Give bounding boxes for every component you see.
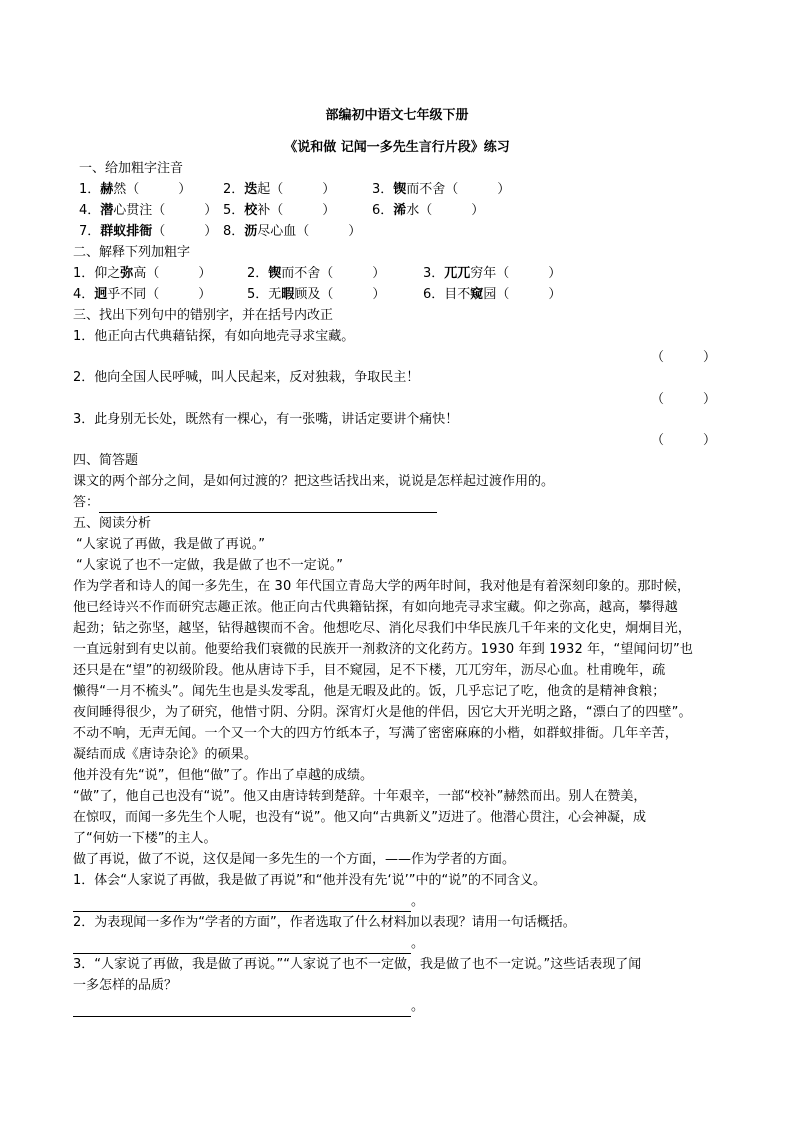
bold-word: 锲 [268,266,282,281]
item-number: 5． [223,203,245,218]
lesson-title: 《说和做 记闻一多先生言行片段》练习 [284,140,510,155]
item-number: 7． [79,224,101,239]
bold-word: 校 [244,203,258,218]
question-2: 2．为表现闻一多作为“学者的方面”，作者选取了什么材料加以表现？请用一句话概括。 [73,915,576,930]
question-1: 1．体会“人家说了再做，我是做了再说”和“他并没有先‘说’”中的“说”的不同含义。 [73,873,546,888]
paragraph-4: 做了再说，做了不说，这仅是闻一多先生的一个方面，——作为学者的方面。 [73,852,516,867]
section-3-heading: 三、找出下列句中的错别字，并在括号内改正 [73,308,334,323]
quote-1: “人家说了再做，我是做了再说。” [76,537,265,552]
answer-blank-3[interactable] [73,1002,411,1017]
definition-item [423,285,561,305]
paragraph-1-line: 凝结而成《唐诗杂论》的硕果。 [73,747,258,762]
phonetic-item [372,201,484,221]
item-number: 8． [223,224,245,239]
item-rest[interactable]: 心贯注（ ） [113,203,218,218]
period: 。 [411,936,425,951]
question-3-line-2: 一多怎样的品质？ [73,978,178,993]
correction-blank-3[interactable]: （ ） [651,433,717,448]
paragraph-1-line: 懒得“一月不梳头”。闻先生也是头发零乱，他是无暇及此的。饭，几乎忘记了吃，他贪的是精神食粮； [73,684,666,699]
section-2-heading: 二、解释下列加粗字 [73,245,191,260]
item-number: 3． [423,266,445,281]
error-sentence-1: 1．他正向古代典藉钻探，有如向地壳寻求宝藏。 [73,329,355,344]
bold-word: 锲 [393,182,407,197]
bold-word: 潜 [100,203,114,218]
bold-word: 暇 [281,287,295,302]
paragraph-3-line: 了“何妨一下楼”的主人。 [73,831,217,846]
item-number: 3． [372,182,394,197]
item-rest[interactable]: 水（ ） [406,203,485,218]
item-rest[interactable]: 而不舍（ ） [406,182,511,197]
period: 。 [411,999,425,1014]
paragraph-1-line: 一直远射到有史以前。他要给我们衰微的民族开一剂救济的文化药方。1930 年到 1932 年，“望闻问切”也 [73,642,693,657]
item-number: 5． [247,287,269,302]
definition-item [73,285,211,305]
section-5-heading: 五、阅读分析 [73,516,152,531]
phonetic-item [223,222,361,242]
bold-word: 群蚁排衙 [100,224,153,239]
item-prefix: 无 [268,287,282,302]
item-rest[interactable]: 穷年（ ） [470,266,562,281]
bold-word: 迭 [244,182,258,197]
paragraph-1-line: 不动不响，无声无闻。一个又一个大的四方竹纸本子，写满了密密麻麻的小楷，如群蚁排衙。几年辛苦， [73,726,678,741]
phonetic-item [372,180,510,200]
answer-blank-2[interactable] [73,939,411,954]
item-rest[interactable]: 起（ ） [257,182,336,197]
answer-row [73,493,763,513]
bold-word: 迥 [94,287,108,302]
item-rest[interactable]: 然（ ） [113,182,192,197]
paragraph-1-line: 还只是在“望”的初级阶段。他从唐诗下手，目不窥园，足不下楼，兀兀穷年，沥尽心血。杜甫晚年，疏 [73,663,666,678]
section-4-heading: 四、简答题 [73,453,139,468]
correction-blank-1[interactable]: （ ） [651,350,717,365]
paragraph-1-line: 夜间睡得很少，为了研究，他惜寸阴、分阴。深宵灯火是他的伴侣，因它大开光明之路，“漂白了的四壁”。 [73,705,692,720]
period: 。 [411,894,425,909]
item-rest[interactable]: 乎不同（ ） [107,287,212,302]
answer-label: 答： [73,495,100,510]
item-prefix: 目不 [444,287,471,302]
item-number: 6． [423,287,445,302]
item-number: 1． [79,182,101,197]
item-prefix: 仰之 [94,266,121,281]
header-title: 部编初中语文七年级下册 [325,108,469,123]
answer-blank-1[interactable] [73,897,411,912]
paragraph-2: 他并没有先“说”，但他“做”了。作出了卓越的成绩。 [73,768,373,783]
answer-row-3 [73,997,763,1017]
item-number: 4． [79,203,101,218]
item-number: 2． [223,182,245,197]
item-number: 2． [247,266,269,281]
paragraph-1-line: 起劲；钻之弥坚，越坚，钻得越锲而不舍。他想吃尽、消化尽我们中华民族几千年来的文化史，炯炯目光， [73,621,692,636]
quote-2: “人家说了也不一定做，我是做了也不一定说。” [76,558,343,573]
definition-item [73,264,211,284]
correction-blank-2[interactable]: （ ） [651,392,717,407]
definition-item [423,264,561,284]
phonetic-item [223,201,335,221]
item-rest[interactable]: 尽心血（ ） [257,224,362,239]
section-1-heading: 一、给加粗字注音 [79,161,184,176]
item-rest[interactable]: 而不舍（ ） [281,266,386,281]
bold-word: 浠 [393,203,407,218]
phonetic-item [79,180,191,200]
item-rest[interactable]: （ ） [152,224,218,239]
answer-blank[interactable] [99,498,437,513]
phonetic-item [223,180,335,200]
error-sentence-2: 2．他向全国人民呼喊，叫人民起来，反对独栽，争取民主！ [73,370,420,385]
paragraph-3-line: “做”了，他自己也没有“说”。他又由唐诗转到楚辞。十年艰辛，一部“校补”赫然而出。别人在赞美， [73,789,647,804]
bold-word: 兀兀 [444,266,471,281]
answer-row-2 [73,934,763,954]
definition-item [247,264,385,284]
item-number: 1． [73,266,95,281]
bold-word: 沥 [244,224,258,239]
bold-word: 赫 [100,182,114,197]
paragraph-1-line: 他已经诗兴不作而研究志趣正浓。他正向古代典籍钻探，有如向地壳寻求宝藏。仰之弥高，越高，攀得越 [73,600,678,615]
item-number: 4． [73,287,95,302]
bold-word: 弥 [120,266,134,281]
definition-item [247,285,385,305]
answer-row-1 [73,892,763,912]
question-3-line-1: 3．“人家说了再做，我是做了再说。”“人家说了也不一定做，我是做了也不一定说。”这些话表现了闻 [73,957,642,972]
paragraph-3-line: 在惊叹，而闻一多先生个人呢，也没有“说”。他又向“古典新义”迈进了。他潜心贯注，心会神凝，成 [73,810,646,825]
error-sentence-3: 3．此身别无长处，既然有一棵心，有一张嘴，讲话定要讲个痛快！ [73,412,459,427]
item-rest[interactable]: 高（ ） [133,266,212,281]
bold-word: 窥 [470,287,484,302]
item-rest[interactable]: 园（ ） [483,287,562,302]
phonetic-item [79,201,217,221]
phonetic-item [79,222,217,242]
item-number: 6． [372,203,394,218]
item-rest[interactable]: 补（ ） [257,203,336,218]
short-answer-question: 课文的两个部分之间，是如何过渡的？把这些话找出来，说说是怎样起过渡作用的。 [73,474,555,489]
paragraph-1-line: 作为学者和诗人的闻一多先生，在 30 年代国立青岛大学的两年时间，我对他是有着深刻印象的。那时候， [73,579,691,594]
item-rest[interactable]: 顾及（ ） [294,287,386,302]
